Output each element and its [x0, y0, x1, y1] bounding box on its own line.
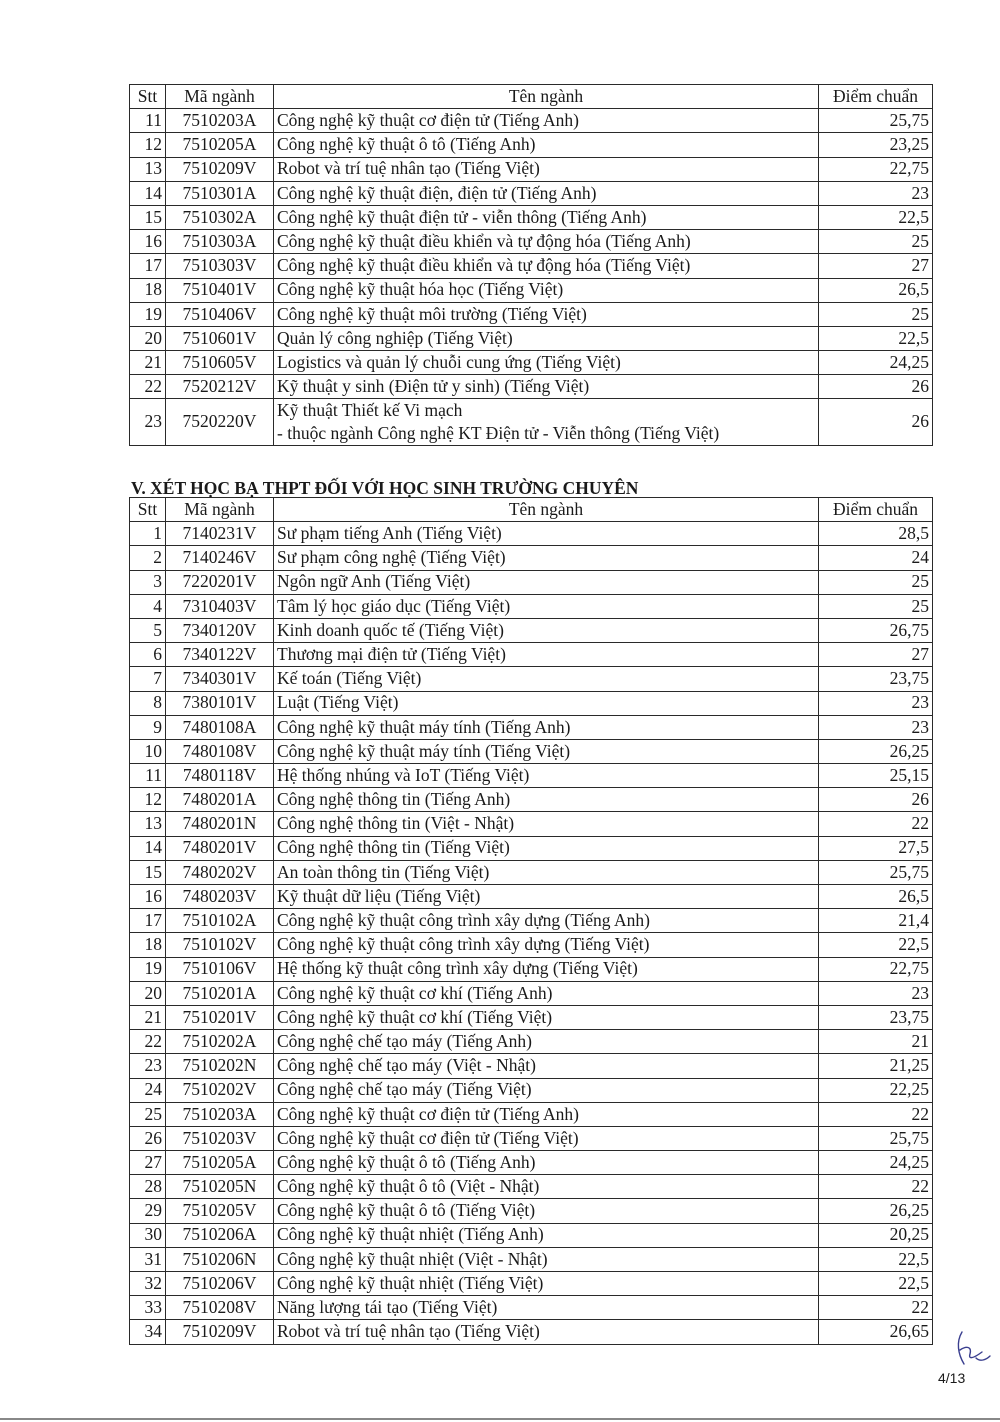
- row-stt: 11: [130, 764, 166, 788]
- row-stt: 12: [130, 788, 166, 812]
- table-row: [130, 1078, 933, 1102]
- table-row: [130, 812, 933, 836]
- row-stt: 18: [130, 933, 166, 957]
- row-code: 7340122V: [166, 643, 274, 667]
- section-title: V. XÉT HỌC BẠ THPT ĐỐI VỚI HỌC SINH TRƯỜNG CHUYÊN: [131, 478, 639, 498]
- row-score: 25: [819, 302, 933, 326]
- row-stt: 24: [130, 1078, 166, 1102]
- row-name: Công nghệ kỹ thuật nhiệt (Tiếng Việt): [274, 1272, 819, 1296]
- row-stt: 22: [130, 375, 166, 399]
- row-stt: 13: [130, 157, 166, 181]
- row-code: 7140231V: [166, 522, 274, 546]
- row-name: Hệ thống nhúng và IoT (Tiếng Việt): [274, 764, 819, 788]
- table-row: [130, 546, 933, 570]
- row-code: 7510203V: [166, 1126, 274, 1150]
- row-code: 7510202V: [166, 1078, 274, 1102]
- row-stt: 21: [130, 351, 166, 375]
- row-name: Quản lý công nghiệp (Tiếng Việt): [274, 326, 819, 350]
- row-name: Công nghệ kỹ thuật ô tô (Việt - Nhật): [274, 1175, 819, 1199]
- row-score: 26: [819, 788, 933, 812]
- row-name: Logistics và quản lý chuỗi cung ứng (Tiếng Việt): [274, 351, 819, 375]
- row-name-line1: Kỹ thuật Thiết kế Vi mạch: [277, 400, 463, 421]
- row-stt: 17: [130, 909, 166, 933]
- header-name: Tên ngành: [274, 498, 819, 522]
- row-code: 7520220V: [166, 399, 274, 446]
- table-row: [130, 885, 933, 909]
- row-code: 7140246V: [166, 546, 274, 570]
- row-stt: 19: [130, 957, 166, 981]
- row-stt: 22: [130, 1030, 166, 1054]
- row-name: Công nghệ thông tin (Tiếng Anh): [274, 788, 819, 812]
- row-stt: 4: [130, 594, 166, 618]
- row-stt: 21: [130, 1005, 166, 1029]
- row-code: 7510303V: [166, 254, 274, 278]
- row-score: 22,5: [819, 326, 933, 350]
- row-code: 7510206V: [166, 1272, 274, 1296]
- row-stt: 31: [130, 1247, 166, 1271]
- table-row: [130, 1199, 933, 1223]
- table-row: [130, 643, 933, 667]
- row-score: 23: [819, 181, 933, 205]
- row-name-line2: - thuộc ngành Công nghệ KT Điện tử - Viễn thông (Tiếng Việt): [277, 423, 720, 444]
- row-name: Công nghệ kỹ thuật điều khiển và tự động hóa (Tiếng Anh): [274, 230, 819, 254]
- table-header-row: [130, 498, 933, 522]
- row-name: Robot và trí tuệ nhân tạo (Tiếng Việt): [274, 157, 819, 181]
- row-stt: 20: [130, 981, 166, 1005]
- table-row: [130, 254, 933, 278]
- row-stt: 12: [130, 133, 166, 157]
- row-stt: 34: [130, 1320, 166, 1344]
- row-code: 7480118V: [166, 764, 274, 788]
- header-name: Tên ngành: [274, 85, 819, 109]
- row-code: 7510102V: [166, 933, 274, 957]
- table-row: [130, 1030, 933, 1054]
- row-code: 7340301V: [166, 667, 274, 691]
- row-stt: 15: [130, 860, 166, 884]
- header-stt: Stt: [130, 85, 166, 109]
- row-score: 22: [819, 1296, 933, 1320]
- row-stt: 5: [130, 618, 166, 642]
- table-row: [130, 230, 933, 254]
- row-score: 23,75: [819, 1005, 933, 1029]
- row-name: Công nghệ kỹ thuật môi trường (Tiếng Việt): [274, 302, 819, 326]
- table-row: [130, 302, 933, 326]
- row-code: 7510302A: [166, 205, 274, 229]
- row-code: 7510303A: [166, 230, 274, 254]
- row-score: 27,5: [819, 836, 933, 860]
- row-code: 7510206N: [166, 1247, 274, 1271]
- header-score: Điểm chuẩn: [819, 498, 933, 522]
- row-code: 7510208V: [166, 1296, 274, 1320]
- row-stt: 25: [130, 1102, 166, 1126]
- row-stt: 18: [130, 278, 166, 302]
- row-score: 24: [819, 546, 933, 570]
- row-score: 22,5: [819, 1272, 933, 1296]
- row-stt: 27: [130, 1151, 166, 1175]
- row-score: 26,25: [819, 1199, 933, 1223]
- row-score: 23: [819, 981, 933, 1005]
- row-code: 7510605V: [166, 351, 274, 375]
- row-code: 7510206A: [166, 1223, 274, 1247]
- row-score: 22: [819, 1102, 933, 1126]
- row-name: Công nghệ kỹ thuật ô tô (Tiếng Việt): [274, 1199, 819, 1223]
- row-code: 7310403V: [166, 594, 274, 618]
- row-name: Sư phạm tiếng Anh (Tiếng Việt): [274, 522, 819, 546]
- row-code: 7510205N: [166, 1175, 274, 1199]
- table-row: [130, 181, 933, 205]
- row-score: 22: [819, 812, 933, 836]
- row-stt: 28: [130, 1175, 166, 1199]
- header-code: Mã ngành: [166, 85, 274, 109]
- row-score: 24,25: [819, 1151, 933, 1175]
- row-score: 25,75: [819, 860, 933, 884]
- page-number: 4/13: [938, 1370, 966, 1386]
- row-code: 7520212V: [166, 375, 274, 399]
- table-row: [130, 909, 933, 933]
- row-score: 25,15: [819, 764, 933, 788]
- row-name: [274, 399, 819, 446]
- row-name: Kỹ thuật y sinh (Điện tử y sinh) (Tiếng Việt): [274, 375, 819, 399]
- row-name: Công nghệ kỹ thuật ô tô (Tiếng Anh): [274, 1151, 819, 1175]
- table-row: [130, 981, 933, 1005]
- row-name: Kỹ thuật dữ liệu (Tiếng Việt): [274, 885, 819, 909]
- row-name: Công nghệ thông tin (Tiếng Việt): [274, 836, 819, 860]
- table-row: [130, 1054, 933, 1078]
- row-score: 22: [819, 1175, 933, 1199]
- row-stt: 7: [130, 667, 166, 691]
- table-row: [130, 618, 933, 642]
- row-name: Công nghệ thông tin (Việt - Nhật): [274, 812, 819, 836]
- row-stt: 29: [130, 1199, 166, 1223]
- row-score: 22,25: [819, 1078, 933, 1102]
- row-code: 7510203A: [166, 109, 274, 133]
- row-code: 7480201N: [166, 812, 274, 836]
- table-row: [130, 1126, 933, 1150]
- row-name: Năng lượng tái tạo (Tiếng Việt): [274, 1296, 819, 1320]
- row-stt: 32: [130, 1272, 166, 1296]
- table-row: [130, 133, 933, 157]
- row-name: Công nghệ kỹ thuật ô tô (Tiếng Anh): [274, 133, 819, 157]
- header-stt: Stt: [130, 498, 166, 522]
- row-name: Công nghệ chế tạo máy (Tiếng Anh): [274, 1030, 819, 1054]
- table-row: [130, 860, 933, 884]
- row-stt: 16: [130, 885, 166, 909]
- row-code: 7510201V: [166, 1005, 274, 1029]
- admission-table-continued: [129, 84, 933, 446]
- row-stt: 9: [130, 715, 166, 739]
- table-row: [130, 109, 933, 133]
- row-name: Công nghệ kỹ thuật hóa học (Tiếng Việt): [274, 278, 819, 302]
- row-score: 26: [819, 375, 933, 399]
- table-row: [130, 739, 933, 763]
- row-code: 7510106V: [166, 957, 274, 981]
- row-stt: 2: [130, 546, 166, 570]
- table-row: [130, 594, 933, 618]
- row-stt: 17: [130, 254, 166, 278]
- row-code: 7510205V: [166, 1199, 274, 1223]
- row-name: Thương mại điện tử (Tiếng Việt): [274, 643, 819, 667]
- row-name: Ngôn ngữ Anh (Tiếng Việt): [274, 570, 819, 594]
- row-name: Kế toán (Tiếng Việt): [274, 667, 819, 691]
- row-code: 7510205A: [166, 1151, 274, 1175]
- row-name: Kinh doanh quốc tế (Tiếng Việt): [274, 618, 819, 642]
- row-name: Công nghệ kỹ thuật cơ điện tử (Tiếng Việt): [274, 1126, 819, 1150]
- row-stt: 23: [130, 1054, 166, 1078]
- table-row: [130, 836, 933, 860]
- table-row: [130, 1223, 933, 1247]
- row-stt: 16: [130, 230, 166, 254]
- table-row: [130, 326, 933, 350]
- row-score: 26,5: [819, 885, 933, 909]
- table-row: [130, 522, 933, 546]
- row-name: Công nghệ chế tạo máy (Việt - Nhật): [274, 1054, 819, 1078]
- row-score: 26,5: [819, 278, 933, 302]
- table-row: [130, 351, 933, 375]
- row-stt: 26: [130, 1126, 166, 1150]
- table-row: [130, 764, 933, 788]
- table-row: [130, 570, 933, 594]
- table-row: [130, 1272, 933, 1296]
- row-stt: 14: [130, 181, 166, 205]
- table-row: [130, 957, 933, 981]
- table-row: [130, 1247, 933, 1271]
- row-stt: 14: [130, 836, 166, 860]
- row-name: Công nghệ kỹ thuật điện tử - viễn thông (Tiếng Anh): [274, 205, 819, 229]
- row-name: Hệ thống kỹ thuật công trình xây dựng (Tiếng Việt): [274, 957, 819, 981]
- row-name: Công nghệ kỹ thuật nhiệt (Tiếng Anh): [274, 1223, 819, 1247]
- row-score: 22,5: [819, 933, 933, 957]
- row-stt: 1: [130, 522, 166, 546]
- row-code: 7480202V: [166, 860, 274, 884]
- row-score: 23: [819, 715, 933, 739]
- row-code: 7510301A: [166, 181, 274, 205]
- row-score: 25,75: [819, 1126, 933, 1150]
- row-code: 7480108A: [166, 715, 274, 739]
- signature-initials: [952, 1328, 992, 1370]
- row-stt: 3: [130, 570, 166, 594]
- row-score: 23: [819, 691, 933, 715]
- row-code: 7510209V: [166, 157, 274, 181]
- table-row: [130, 691, 933, 715]
- row-code: 7510601V: [166, 326, 274, 350]
- row-name: Công nghệ kỹ thuật cơ khí (Tiếng Anh): [274, 981, 819, 1005]
- row-score: 21,25: [819, 1054, 933, 1078]
- table-row: [130, 1175, 933, 1199]
- row-stt: 20: [130, 326, 166, 350]
- row-name: Sư phạm công nghệ (Tiếng Việt): [274, 546, 819, 570]
- table-row: [130, 205, 933, 229]
- row-code: 7510202A: [166, 1030, 274, 1054]
- row-score: 26,25: [819, 739, 933, 763]
- row-name: Công nghệ kỹ thuật cơ điện tử (Tiếng Anh): [274, 1102, 819, 1126]
- table-row: [130, 1320, 933, 1344]
- row-stt: 30: [130, 1223, 166, 1247]
- row-stt: 10: [130, 739, 166, 763]
- table-row: [130, 1296, 933, 1320]
- row-name: Công nghệ kỹ thuật máy tính (Tiếng Việt): [274, 739, 819, 763]
- header-score: Điểm chuẩn: [819, 85, 933, 109]
- row-stt: 13: [130, 812, 166, 836]
- row-code: 7510203A: [166, 1102, 274, 1126]
- row-code: 7510102A: [166, 909, 274, 933]
- table-header-row: [130, 85, 933, 109]
- row-stt: 15: [130, 205, 166, 229]
- row-score: 25,75: [819, 109, 933, 133]
- table-row: [130, 933, 933, 957]
- row-name: An toàn thông tin (Tiếng Việt): [274, 860, 819, 884]
- row-score: 24,25: [819, 351, 933, 375]
- row-stt: 8: [130, 691, 166, 715]
- row-score: 21: [819, 1030, 933, 1054]
- row-code: 7480203V: [166, 885, 274, 909]
- specialized-school-table: [129, 497, 933, 1345]
- row-code: 7480108V: [166, 739, 274, 763]
- row-score: 20,25: [819, 1223, 933, 1247]
- row-score: 23,75: [819, 667, 933, 691]
- row-score: 22,75: [819, 157, 933, 181]
- row-name: Công nghệ kỹ thuật cơ điện tử (Tiếng Anh): [274, 109, 819, 133]
- row-score: 26,65: [819, 1320, 933, 1344]
- row-score: 25: [819, 230, 933, 254]
- row-name: Công nghệ kỹ thuật công trình xây dựng (Tiếng Anh): [274, 909, 819, 933]
- row-name: Luật (Tiếng Việt): [274, 691, 819, 715]
- table-row: [130, 278, 933, 302]
- row-score: 21,4: [819, 909, 933, 933]
- row-code: 7510401V: [166, 278, 274, 302]
- table-row: [130, 1102, 933, 1126]
- table-row: [130, 375, 933, 399]
- row-score: 27: [819, 643, 933, 667]
- row-name: Công nghệ kỹ thuật điều khiển và tự động hóa (Tiếng Việt): [274, 254, 819, 278]
- row-score: 22,5: [819, 205, 933, 229]
- row-name: Công nghệ kỹ thuật cơ khí (Tiếng Việt): [274, 1005, 819, 1029]
- row-code: 7510202N: [166, 1054, 274, 1078]
- row-name: Công nghệ kỹ thuật công trình xây dựng (Tiếng Việt): [274, 933, 819, 957]
- row-score: 22,75: [819, 957, 933, 981]
- row-stt: 19: [130, 302, 166, 326]
- row-code: 7510201A: [166, 981, 274, 1005]
- header-code: Mã ngành: [166, 498, 274, 522]
- row-stt: 23: [130, 399, 166, 446]
- row-score: 26: [819, 399, 933, 446]
- table-row: [130, 1151, 933, 1175]
- row-code: 7510406V: [166, 302, 274, 326]
- row-score: 22,5: [819, 1247, 933, 1271]
- row-code: 7480201V: [166, 836, 274, 860]
- row-score: 25: [819, 594, 933, 618]
- row-code: 7510205A: [166, 133, 274, 157]
- row-code: 7380101V: [166, 691, 274, 715]
- row-name: Tâm lý học giáo dục (Tiếng Việt): [274, 594, 819, 618]
- row-name: Công nghệ kỹ thuật điện, điện tử (Tiếng Anh): [274, 181, 819, 205]
- table-row: [130, 157, 933, 181]
- table-row: [130, 399, 933, 446]
- row-score: 28,5: [819, 522, 933, 546]
- row-code: 7220201V: [166, 570, 274, 594]
- row-code: 7510209V: [166, 1320, 274, 1344]
- row-code: 7480201A: [166, 788, 274, 812]
- table-row: [130, 788, 933, 812]
- row-name: Công nghệ kỹ thuật máy tính (Tiếng Anh): [274, 715, 819, 739]
- table-row: [130, 667, 933, 691]
- row-code: 7340120V: [166, 618, 274, 642]
- table-row: [130, 1005, 933, 1029]
- table-row: [130, 715, 933, 739]
- row-score: 25: [819, 570, 933, 594]
- row-stt: 6: [130, 643, 166, 667]
- row-name: Công nghệ chế tạo máy (Tiếng Việt): [274, 1078, 819, 1102]
- row-score: 27: [819, 254, 933, 278]
- page-divider: [0, 1418, 1000, 1420]
- row-score: 23,25: [819, 133, 933, 157]
- row-stt: 33: [130, 1296, 166, 1320]
- row-name: Robot và trí tuệ nhân tạo (Tiếng Việt): [274, 1320, 819, 1344]
- row-name: Công nghệ kỹ thuật nhiệt (Việt - Nhật): [274, 1247, 819, 1271]
- row-score: 26,75: [819, 618, 933, 642]
- row-stt: 11: [130, 109, 166, 133]
